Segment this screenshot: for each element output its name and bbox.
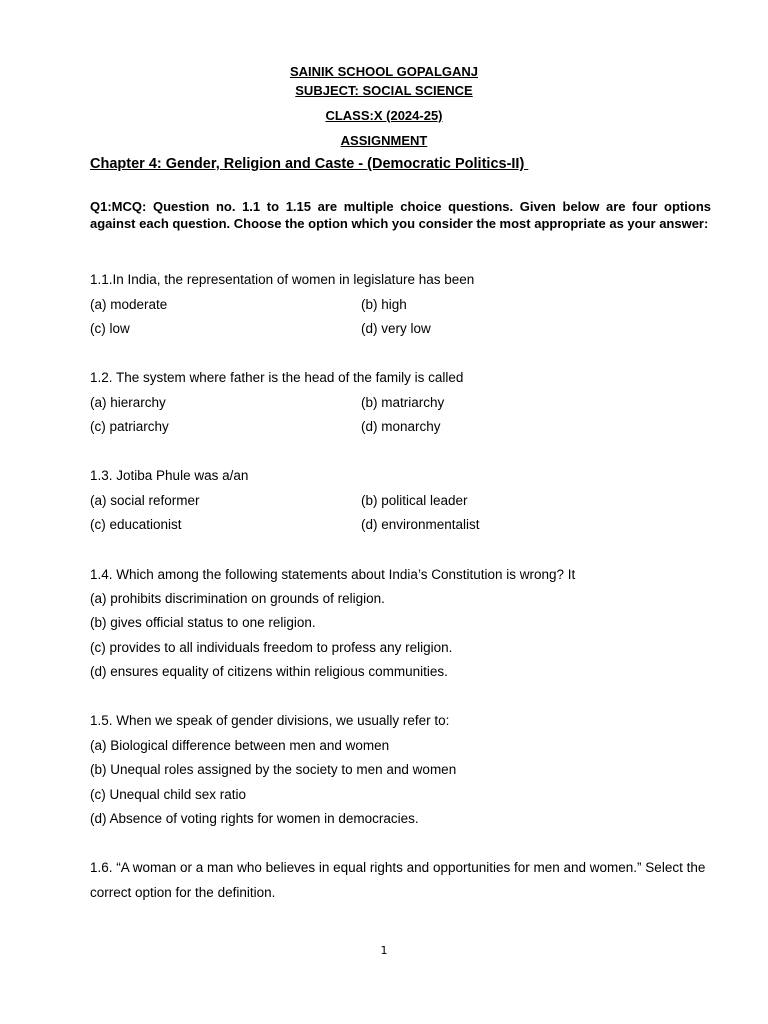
option-a: (a) moderate xyxy=(90,297,168,312)
assignment-heading: ASSIGNMENT xyxy=(340,133,428,148)
option-d: (d) Absence of voting rights for women in democracies. xyxy=(90,811,419,826)
mcq-instructions: Q1:MCQ: Question no. 1.1 to 1.15 are multiple choice questions. Given below are four options against each question. Choose the option which you consider the most appropriate as your answer: xyxy=(90,199,711,231)
option-b: (b) high xyxy=(361,297,407,312)
question-1-3: 1.3. Jotiba Phule was a/an xyxy=(90,468,249,483)
question-1-4: 1.4. Which among the following statements about India’s Constitution is wrong? It xyxy=(90,567,576,582)
option-a: (a) prohibits discrimination on grounds of religion. xyxy=(90,591,385,606)
option-d: (d) monarchy xyxy=(361,419,441,434)
page-number: 1 xyxy=(380,944,388,957)
subject-line: SUBJECT: SOCIAL SCIENCE xyxy=(295,83,473,98)
class-line: CLASS:X (2024-25) xyxy=(325,108,443,123)
option-b: (b) matriarchy xyxy=(361,395,445,410)
option-b: (b) Unequal roles assigned by the society to men and women xyxy=(90,762,457,777)
question-1-5: 1.5. When we speak of gender divisions, we usually refer to: xyxy=(90,713,450,728)
option-c: (c) provides to all individuals freedom to profess any religion. xyxy=(90,640,453,655)
option-b: (b) political leader xyxy=(361,493,468,508)
option-c: (c) educationist xyxy=(90,517,182,532)
option-c: (c) low xyxy=(90,321,130,336)
question-1-6: 1.6. “A woman or a man who believes in equal rights and opportunities for men and women.” Select the correct option for the definition. xyxy=(90,860,706,900)
option-d: (d) very low xyxy=(361,321,431,336)
option-a: (a) Biological difference between men and women xyxy=(90,738,390,753)
question-1-1: 1.1.In India, the representation of women in legislature has been xyxy=(90,272,475,287)
option-a: (a) social reformer xyxy=(90,493,200,508)
question-1-2: 1.2. The system where father is the head of the family is called xyxy=(90,370,464,385)
option-d: (d) environmentalist xyxy=(361,517,480,532)
option-d: (d) ensures equality of citizens within religious communities. xyxy=(90,664,448,679)
option-c: (c) Unequal child sex ratio xyxy=(90,787,247,802)
option-a: (a) hierarchy xyxy=(90,395,166,410)
school-name: SAINIK SCHOOL GOPALGANJ xyxy=(289,64,479,79)
option-c: (c) patriarchy xyxy=(90,419,169,434)
option-b: (b) gives official status to one religion. xyxy=(90,615,316,630)
chapter-title: Chapter 4: Gender, Religion and Caste - (Democratic Politics-II) xyxy=(90,156,529,172)
